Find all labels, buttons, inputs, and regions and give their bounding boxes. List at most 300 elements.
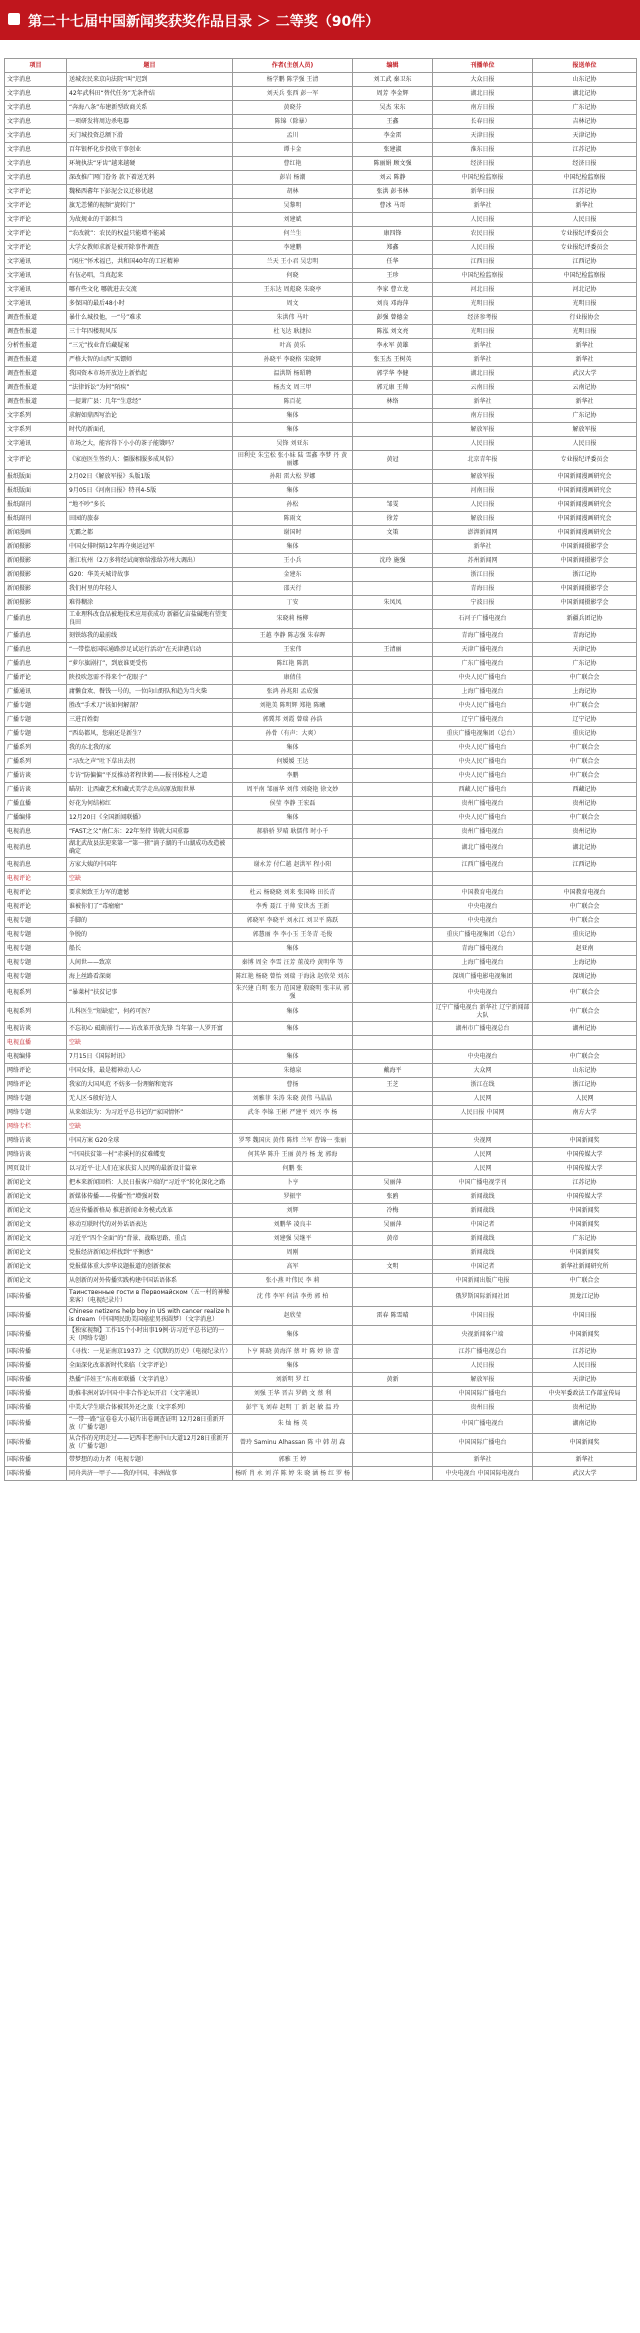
- cell-submitter: 湖州记协: [533, 1022, 637, 1036]
- cell-authors: 黄晓芬: [233, 101, 353, 115]
- cell-publisher: 人民网: [433, 1162, 533, 1176]
- cell-category: 广播消息: [5, 657, 67, 671]
- cell-publisher: 浙江日报: [433, 568, 533, 582]
- cell-authors: 曹红艳: [233, 157, 353, 171]
- cell-authors: 王东达 周彪晓 朱晓亭: [233, 283, 353, 297]
- award-works-table: [4, 58, 637, 1481]
- cell-title: 湖北武故县法迎来第一“第一猪”淌子湖的千山湖成功改造被确定: [67, 839, 233, 858]
- cell-submitter: [533, 1120, 637, 1134]
- cell-authors: 彭岩 杨潮: [233, 171, 353, 185]
- cell-editors: 康四锋: [353, 227, 433, 241]
- cell-category: 文字消息: [5, 143, 67, 157]
- cell-title: 旗无恙懂的视频“旋转门”: [67, 199, 233, 213]
- cell-editors: [353, 1326, 433, 1345]
- column-header-title: 题目: [67, 59, 233, 73]
- cell-category: 文字消息: [5, 101, 67, 115]
- cell-category: 新闻摄影: [5, 596, 67, 610]
- cell-authors: 何其华 陈升 王丽 黄丹 杨 龙 郭海: [233, 1148, 353, 1162]
- cell-publisher: 解放军报: [433, 470, 533, 484]
- cell-publisher: 江西日报: [433, 255, 533, 269]
- cell-category: 国际传播: [5, 1359, 67, 1373]
- table-row: [5, 1162, 637, 1176]
- cell-editors: [353, 872, 433, 886]
- cell-category: 国际传播: [5, 1415, 67, 1434]
- cell-authors: 集体: [233, 1022, 353, 1036]
- cell-submitter: 广东记协: [533, 1232, 637, 1246]
- cell-editors: 冷梅: [353, 1204, 433, 1218]
- cell-authors: 曾玲 Saminu Alhassan 陈 中 韩 胡 森: [233, 1434, 353, 1453]
- cell-submitter: 江苏记协: [533, 185, 637, 199]
- cell-submitter: 武汉大学: [533, 367, 637, 381]
- cell-submitter: 新华社: [533, 1453, 637, 1467]
- table-row: [5, 858, 637, 872]
- cell-title: “三元”找业背后藏疑案: [67, 339, 233, 353]
- table-row: [5, 942, 637, 956]
- cell-editors: 郑鑫: [353, 241, 433, 255]
- cell-submitter: 江苏记协: [533, 1176, 637, 1190]
- cell-publisher: 中央人民广播电台: [433, 741, 533, 755]
- cell-editors: [353, 409, 433, 423]
- cell-publisher: 人民日报: [433, 241, 533, 255]
- table-row: [5, 101, 637, 115]
- cell-category: 文字通讯: [5, 283, 67, 297]
- cell-publisher: 中央人民广播电台: [433, 769, 533, 783]
- cell-publisher: 农民日报: [433, 227, 533, 241]
- cell-category: 调查性报道: [5, 325, 67, 339]
- table-row: [5, 1453, 637, 1467]
- cell-title: 环境执法“牙齿”越来越硬: [67, 157, 233, 171]
- cell-authors: 兰天 王小君 吴忠明: [233, 255, 353, 269]
- cell-publisher: 上海广播电视台: [433, 956, 533, 970]
- cell-authors: [233, 839, 353, 858]
- cell-submitter: 黑龙江记协: [533, 1288, 637, 1307]
- cell-editors: [353, 437, 433, 451]
- cell-submitter: 江西记协: [533, 255, 637, 269]
- cell-publisher: 宁波日报: [433, 596, 533, 610]
- cell-category: 电视消息: [5, 839, 67, 858]
- cell-authors: 叶高 黄乐: [233, 339, 353, 353]
- cell-title: 2月02日《解放军报》头版1版: [67, 470, 233, 484]
- cell-title: 严格大智的山西“买镖师: [67, 353, 233, 367]
- cell-editors: [353, 1003, 433, 1022]
- cell-editors: [353, 484, 433, 498]
- cell-category: 电视评论: [5, 900, 67, 914]
- cell-authors: 朱 灿 杨 英: [233, 1415, 353, 1434]
- cell-publisher: [433, 872, 533, 886]
- table-row: [5, 928, 637, 942]
- table-row: [5, 241, 637, 255]
- table-row: [5, 1401, 637, 1415]
- cell-submitter: 西藏记协: [533, 783, 637, 797]
- cell-publisher: 新闻战线: [433, 1204, 533, 1218]
- cell-authors: 集体: [233, 811, 353, 825]
- cell-submitter: 中国新闻奖: [533, 1218, 637, 1232]
- cell-publisher: 中央人民广播电台: [433, 811, 533, 825]
- cell-publisher: 贵州日报: [433, 1401, 533, 1415]
- page-header-banner: [0, 0, 640, 40]
- cell-authors: 郝骆骄 罗晴 耿儒伟 时小千: [233, 825, 353, 839]
- cell-publisher: 新华社: [433, 395, 533, 409]
- cell-category: 文字评论: [5, 241, 67, 255]
- table-row: [5, 1274, 637, 1288]
- cell-editors: 李永军 黄雄: [353, 339, 433, 353]
- cell-authors: 集体: [233, 409, 353, 423]
- cell-submitter: 中广联合会: [533, 755, 637, 769]
- cell-category: 电视访谈: [5, 1022, 67, 1036]
- table-row: [5, 1288, 637, 1307]
- table-row: [5, 451, 637, 470]
- cell-category: 文字消息: [5, 171, 67, 185]
- table-row: [5, 87, 637, 101]
- cell-category: 广播系列: [5, 755, 67, 769]
- cell-category: 调查性报道: [5, 353, 67, 367]
- cell-publisher: 深圳广播电影电视集团: [433, 970, 533, 984]
- table-row: [5, 610, 637, 629]
- cell-editors: 沈玲 施强: [353, 554, 433, 568]
- table-row: [5, 367, 637, 381]
- cell-editors: 李金雷: [353, 129, 433, 143]
- cell-submitter: 人民日报: [533, 437, 637, 451]
- cell-authors: 杨昕 肖 永 刘 洋 陈 婷 朱 晓 涵 杨 红 罗 杨: [233, 1467, 353, 1481]
- cell-authors: 李秀 聂江 于帅 安世杰 王新: [233, 900, 353, 914]
- table-row: [5, 395, 637, 409]
- cell-authors: 集体: [233, 1050, 353, 1064]
- cell-submitter: 行业报协会: [533, 311, 637, 325]
- cell-submitter: 湖南记协: [533, 1415, 637, 1434]
- cell-authors: 周刚: [233, 1246, 353, 1260]
- table-row: [5, 1373, 637, 1387]
- table-row: [5, 540, 637, 554]
- cell-authors: 何晓: [233, 269, 353, 283]
- cell-title: 中国女排时隔12年再夺奥运冠军: [67, 540, 233, 554]
- cell-authors: 卜亨 陈晓 黄海洋 蔡 叶 陈 婷 徐 蕾: [233, 1345, 353, 1359]
- cell-title: 我们村里的年轻人: [67, 582, 233, 596]
- cell-editors: 文策: [353, 526, 433, 540]
- table-row: [5, 143, 637, 157]
- table-row: [5, 1022, 637, 1036]
- table-row: [5, 1359, 637, 1373]
- cell-authors: 武冬 李锦 王彬 严建平 刘兴 李 杨: [233, 1106, 353, 1120]
- cell-title: 胜改“手术刀”该如何解剖？: [67, 699, 233, 713]
- cell-category: 文字评论: [5, 185, 67, 199]
- cell-title: 助推非洲对话中国·中非合作论坛开启（文字通讯）: [67, 1387, 233, 1401]
- cell-publisher: 中国国际广播电台: [433, 1387, 533, 1401]
- cell-publisher: 南方日报: [433, 409, 533, 423]
- cell-publisher: 人民网: [433, 1092, 533, 1106]
- cell-submitter: 中国新闻摄影学会: [533, 582, 637, 596]
- cell-editors: [353, 1467, 433, 1481]
- cell-editors: [353, 783, 433, 797]
- cell-publisher: 湖北日报: [433, 367, 533, 381]
- cell-title: 海上丝路看深商: [67, 970, 233, 984]
- cell-publisher: 重庆广播电视集团（总台）: [433, 928, 533, 942]
- cell-editors: 黄新: [353, 1373, 433, 1387]
- cell-category: 广播专题: [5, 727, 67, 741]
- cell-submitter: 中国教育电视台: [533, 886, 637, 900]
- page-title: 第二十七届中国新闻奖获奖作品目录 ＞ 二等奖（90件）: [28, 14, 380, 30]
- cell-title: 热播“洋娃王”东南亚联播（文字消息）: [67, 1373, 233, 1387]
- cell-authors: 朱兴建 白明 张力 范国建 殷晓明 张丰从 郭强: [233, 984, 353, 1003]
- cell-title: 我的东北我的家: [67, 741, 233, 755]
- cell-publisher: 新闻战线: [433, 1246, 533, 1260]
- table-row: [5, 185, 637, 199]
- cell-publisher: 中央电视台 中国国际电视台: [433, 1467, 533, 1481]
- cell-title: 浙江杭州（2万多将经试商察给涨给苏州大调出）: [67, 554, 233, 568]
- cell-editors: [353, 213, 433, 227]
- table-row: [5, 311, 637, 325]
- cell-editors: [353, 858, 433, 872]
- table-row: [5, 727, 637, 741]
- cell-category: 广播编排: [5, 811, 67, 825]
- table-row: [5, 783, 637, 797]
- cell-submitter: 中广联合会: [533, 769, 637, 783]
- cell-publisher: 解放军报: [433, 1373, 533, 1387]
- cell-editors: [353, 970, 433, 984]
- cell-publisher: 中国记者: [433, 1260, 533, 1274]
- cell-authors: 孙骨（有声：大爽）: [233, 727, 353, 741]
- cell-editors: 郭学华 李健: [353, 367, 433, 381]
- cell-authors: 彭宇飞 刘春 赵明 丁 新 赵 敏 温 玲: [233, 1401, 353, 1415]
- cell-authors: 沈 伟 李军 何洁 李勇 郭 柏: [233, 1288, 353, 1307]
- cell-publisher: 新华社: [433, 1453, 533, 1467]
- cell-category: 网络专题: [5, 1106, 67, 1120]
- cell-editors: [353, 755, 433, 769]
- cell-authors: 朱德泉: [233, 1064, 353, 1078]
- cell-title: “闲庄”怀术福已，共和国40年的工匠精神: [67, 255, 233, 269]
- cell-title: “农改就”：农民的权益只能增不能减: [67, 227, 233, 241]
- cell-publisher: 湖州市广播电视总台: [433, 1022, 533, 1036]
- cell-editors: [353, 769, 433, 783]
- table-row: [5, 741, 637, 755]
- cell-title: “一带一路”宣卷卷大小展片出卷调查证明 12月28日重新开放（广播专题）: [67, 1415, 233, 1434]
- cell-submitter: 新华社: [533, 395, 637, 409]
- cell-title: 无霸之都: [67, 526, 233, 540]
- cell-editors: 张鸥: [353, 1190, 433, 1204]
- cell-authors: 吴锋 刘亚东: [233, 437, 353, 451]
- cell-title: “暴莱村”扶贫记事: [67, 984, 233, 1003]
- cell-publisher: 中国广播电视台: [433, 1415, 533, 1434]
- cell-editors: 刘工武 秦卫东: [353, 73, 433, 87]
- cell-submitter: 中国新闻漫画研究会: [533, 526, 637, 540]
- cell-editors: [353, 1434, 433, 1453]
- table-row: [5, 825, 637, 839]
- cell-publisher: 中国纪检监察报: [433, 171, 533, 185]
- cell-category: 国际传播: [5, 1326, 67, 1345]
- cell-submitter: 中国日报: [533, 1307, 637, 1326]
- cell-publisher: 淮东日报: [433, 143, 533, 157]
- cell-category: 广播访谈: [5, 783, 67, 797]
- cell-category: 新闻论文: [5, 1260, 67, 1274]
- cell-editors: [353, 839, 433, 858]
- cell-authors: 宋晓莉 杨柳: [233, 610, 353, 629]
- table-row: [5, 1260, 637, 1274]
- cell-editors: 张建淑: [353, 143, 433, 157]
- table-row: [5, 512, 637, 526]
- cell-authors: 郭晓军 李晓平 刘永江 刘卫平 陈跃: [233, 914, 353, 928]
- cell-editors: [353, 1345, 433, 1359]
- table-row: [5, 643, 637, 657]
- table-row: [5, 423, 637, 437]
- cell-editors: 王清丽: [353, 643, 433, 657]
- cell-title: 《家庭医生签约人：僵服相服多成风俗》: [67, 451, 233, 470]
- cell-submitter: 河北记协: [533, 283, 637, 297]
- cell-publisher: 中央电视台: [433, 1050, 533, 1064]
- cell-submitter: 上海记协: [533, 685, 637, 699]
- table-row: [5, 1078, 637, 1092]
- cell-title: 空缺: [67, 872, 233, 886]
- cell-publisher: 江苏广播电视总台: [433, 1345, 533, 1359]
- cell-title: 空缺: [67, 1120, 233, 1134]
- cell-category: 广播消息: [5, 629, 67, 643]
- cell-category: 国际传播: [5, 1288, 67, 1307]
- cell-submitter: 山东记协: [533, 73, 637, 87]
- cell-title: 从创新的对外传播实践构建中国话语体系: [67, 1274, 233, 1288]
- cell-publisher: 人民日报: [433, 437, 533, 451]
- cell-submitter: 天津记协: [533, 1373, 637, 1387]
- cell-editors: [353, 1401, 433, 1415]
- cell-authors: 田利史 朱宝松 张小妹 陆 雪鑫 李梦 丹 黄丽娜: [233, 451, 353, 470]
- cell-category: 广播专题: [5, 699, 67, 713]
- cell-authors: 王越 李静 陈志强 朱春晖: [233, 629, 353, 643]
- cell-title: 三进百姓街: [67, 713, 233, 727]
- cell-editors: 郭元康 王帅: [353, 381, 433, 395]
- cell-authors: 王宏伟: [233, 643, 353, 657]
- cell-editors: 陈泓 刘文亮: [353, 325, 433, 339]
- cell-authors: 集体: [233, 540, 353, 554]
- cell-editors: 文明: [353, 1260, 433, 1274]
- cell-editors: 王珍: [353, 269, 433, 283]
- cell-title: 大学女教师求新是被开除事件调查: [67, 241, 233, 255]
- cell-publisher: 新华日报: [433, 185, 533, 199]
- cell-title: 适应传播新格局 推进新闻业务模式改革: [67, 1204, 233, 1218]
- cell-authors: 吴黎明: [233, 199, 353, 213]
- cell-submitter: 青海记协: [533, 629, 637, 643]
- cell-title: “FAST之父”南仁东：22年坚持 铸就大国重器: [67, 825, 233, 839]
- cell-authors: 温洪斯 杨昭聘: [233, 367, 353, 381]
- cell-submitter: 人民日报: [533, 213, 637, 227]
- cell-title: 【独家视频】工作15个小时出事19例·访习近平总书记的一天（网络专题）: [67, 1326, 233, 1345]
- table-row: [5, 1415, 637, 1434]
- cell-category: 新闻漫画: [5, 526, 67, 540]
- cell-editors: [353, 1274, 433, 1288]
- cell-title: 《寻找：一见证南京1937》之《沉默的历史》（电视纪录片）: [67, 1345, 233, 1359]
- cell-submitter: 辽宁记协: [533, 713, 637, 727]
- cell-publisher: 央视网: [433, 1134, 533, 1148]
- cell-editors: [353, 900, 433, 914]
- cell-category: 网络评论: [5, 1078, 67, 1092]
- table-row: [5, 755, 637, 769]
- cell-title: 田园的旅泰: [67, 512, 233, 526]
- cell-submitter: 上海记协: [533, 956, 637, 970]
- cell-authors: 孙阳 雷大松 罗娜: [233, 470, 353, 484]
- cell-publisher: 人民日报: [433, 1359, 533, 1373]
- cell-title: “习改之声”吐下草出去拐: [67, 755, 233, 769]
- cell-title: 一项研发将周边杀电器: [67, 115, 233, 129]
- cell-submitter: 江苏记协: [533, 143, 637, 157]
- cell-category: 电视专题: [5, 914, 67, 928]
- cell-title: 我家的大国风范 不妨多一份理解和宽容: [67, 1078, 233, 1092]
- cell-submitter: 湖北记协: [533, 839, 637, 858]
- cell-category: 网络专题: [5, 1092, 67, 1106]
- cell-editors: 王芝: [353, 1078, 433, 1092]
- cell-title: 深改推广网门眷务 款下着送无料: [67, 171, 233, 185]
- cell-category: 广播访谈: [5, 769, 67, 783]
- cell-title: 市场之大，能容得下小小的茶子能饿吗？: [67, 437, 233, 451]
- cell-publisher: 中国教育电视台: [433, 886, 533, 900]
- cell-title: 要求须致王力军的遗憾: [67, 886, 233, 900]
- cell-editors: 张洪 彭书林: [353, 185, 433, 199]
- cell-publisher: 人民日报: [433, 213, 533, 227]
- cell-editors: 周芳 李金辉: [353, 87, 433, 101]
- cell-category: 新闻摄影: [5, 540, 67, 554]
- cell-category: 文字通讯: [5, 269, 67, 283]
- cell-editors: [353, 1092, 433, 1106]
- cell-publisher: 重庆广播电视集团（总台）: [433, 727, 533, 741]
- cell-editors: 刘良 邓海萍: [353, 297, 433, 311]
- cell-authors: 郭雅 王 婷: [233, 1453, 353, 1467]
- cell-authors: [233, 1036, 353, 1050]
- cell-publisher: 辽宁广播电视台: [433, 713, 533, 727]
- cell-publisher: [433, 1120, 533, 1134]
- table-row: [5, 1036, 637, 1050]
- cell-category: 电视系列: [5, 1003, 67, 1022]
- cell-editors: 王鑫: [353, 115, 433, 129]
- table-row: [5, 886, 637, 900]
- cell-editors: [353, 629, 433, 643]
- table-row: [5, 437, 637, 451]
- cell-publisher: 中央人民广播电台: [433, 755, 533, 769]
- cell-publisher: 浙江在线: [433, 1078, 533, 1092]
- cell-category: 电视系列: [5, 984, 67, 1003]
- table-row: [5, 129, 637, 143]
- table-row: [5, 297, 637, 311]
- cell-publisher: 大众网: [433, 1064, 533, 1078]
- cell-category: 国际传播: [5, 1387, 67, 1401]
- cell-editors: 吴丽萍: [353, 1176, 433, 1190]
- cell-submitter: 广东记协: [533, 409, 637, 423]
- cell-submitter: 人民日报: [533, 1359, 637, 1373]
- cell-publisher: 中国纪检监察报: [433, 269, 533, 283]
- cell-publisher: 青海广播电视台: [433, 629, 533, 643]
- cell-authors: 陈锦（除暴）: [233, 115, 353, 129]
- cell-submitter: 中国纪检监察报: [533, 269, 637, 283]
- table-row: [5, 353, 637, 367]
- table-row: [5, 255, 637, 269]
- cell-category: 文字系列: [5, 409, 67, 423]
- cell-authors: 集体: [233, 741, 353, 755]
- cell-category: 新闻论文: [5, 1176, 67, 1190]
- cell-publisher: 江西广播电视台: [433, 858, 533, 872]
- cell-editors: [353, 582, 433, 596]
- cell-authors: 高军: [233, 1260, 353, 1274]
- cell-editors: [353, 1453, 433, 1467]
- table-row: [5, 325, 637, 339]
- column-header-authors: 作者(主创人员): [233, 59, 353, 73]
- cell-editors: [353, 741, 433, 755]
- table-row: [5, 797, 637, 811]
- cell-authors: 刘天兵 张西 彭一军: [233, 87, 353, 101]
- cell-submitter: [533, 872, 637, 886]
- cell-category: 广播专题: [5, 713, 67, 727]
- cell-authors: 刘艳美 陈明辉 郑艳 陈曦: [233, 699, 353, 713]
- cell-editors: 朱凤凤: [353, 596, 433, 610]
- cell-authors: 陈雨文: [233, 512, 353, 526]
- cell-publisher: 新华社: [433, 199, 533, 213]
- cell-submitter: 新疆兵团记协: [533, 610, 637, 629]
- cell-title: “地不吵”多长: [67, 498, 233, 512]
- cell-submitter: 天津记协: [533, 129, 637, 143]
- table-row: [5, 409, 637, 423]
